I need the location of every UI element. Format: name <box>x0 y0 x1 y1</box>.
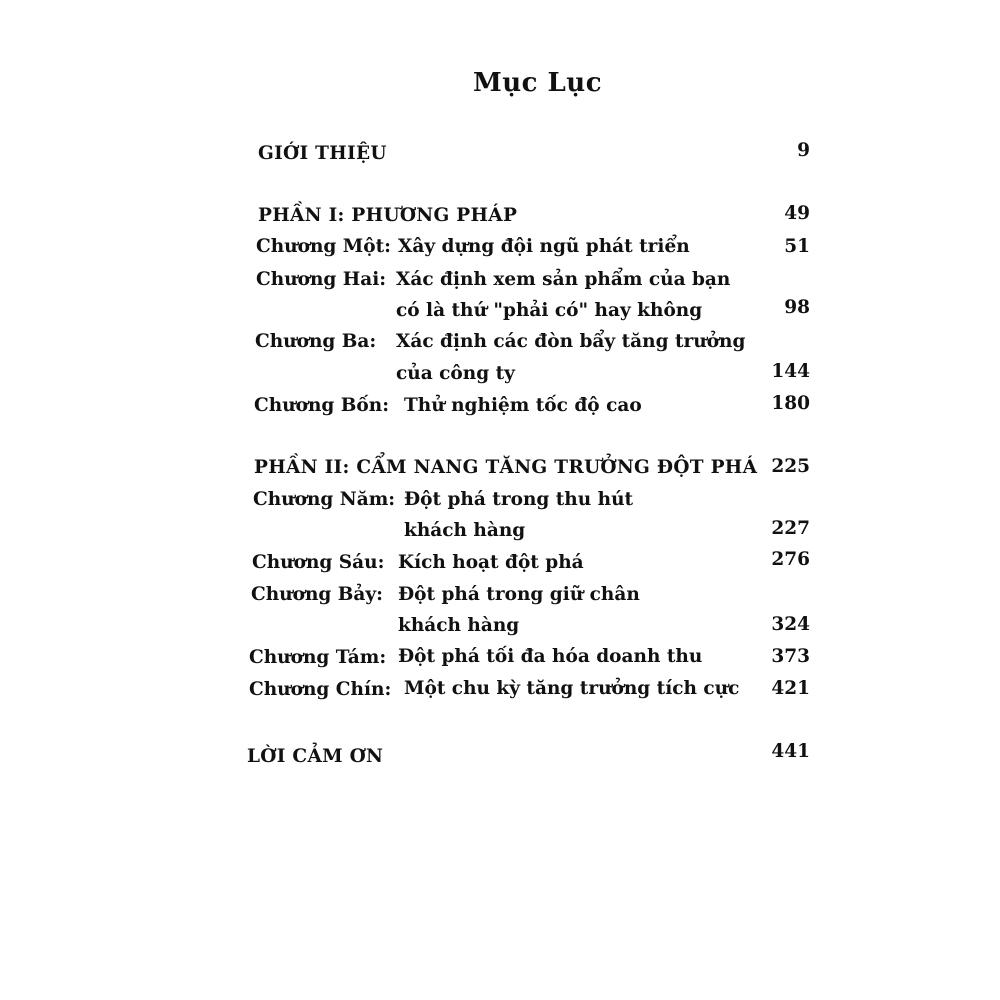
chapter-title: Một chu kỳ tăng trưởng tích cực <box>404 678 740 699</box>
entry-page: 98 <box>784 297 810 318</box>
chapter-title: Đột phá trong giữ chân <box>398 584 640 605</box>
chapter-prefix: Chương Hai: <box>256 269 387 290</box>
entry-label: PHẦN I: PHƯƠNG PHÁP <box>258 205 518 226</box>
entry-page: 180 <box>771 393 810 414</box>
entry-page: 227 <box>771 518 810 539</box>
chapter-title: Đột phá trong thu hút <box>404 489 634 510</box>
chapter-title-continued: có là thứ "phải có" hay không <box>396 300 703 321</box>
entry-label: PHẦN II: CẨM NANG TĂNG TRƯỞNG ĐỘT PHÁ <box>254 457 758 478</box>
entry-page: 324 <box>771 614 810 635</box>
entry-label: GIỚI THIỆU <box>258 143 387 164</box>
entry-page: 225 <box>771 456 810 477</box>
chapter-title: Xác định xem sản phẩm của bạn <box>396 269 731 290</box>
chapter-prefix: Chương Tám: <box>249 647 387 668</box>
chapter-prefix: Chương Chín: <box>249 679 392 700</box>
chapter-prefix: Chương Sáu: <box>252 552 385 573</box>
entry-page: 49 <box>784 203 810 224</box>
chapter-prefix: Chương Ba: <box>255 331 377 352</box>
page-title: Mục Lục <box>472 68 603 98</box>
chapter-prefix: Chương Năm: <box>253 489 396 510</box>
chapter-title-continued: khách hàng <box>398 615 520 636</box>
chapter-title: Xác định các đòn bẩy tăng trưởng <box>396 331 746 352</box>
chapter-prefix: Chương Một: <box>256 236 391 257</box>
chapter-title-continued: khách hàng <box>404 520 526 541</box>
entry-page: 276 <box>771 549 810 570</box>
chapter-title-continued: của công ty <box>396 363 515 384</box>
entry-page: 421 <box>771 678 810 699</box>
entry-page: 144 <box>771 361 810 382</box>
chapter-title: Đột phá tối đa hóa doanh thu <box>398 646 703 667</box>
entry-label: LỜI CẢM ƠN <box>247 746 384 767</box>
entry-page: 441 <box>771 741 810 762</box>
entry-page: 51 <box>784 236 810 257</box>
chapter-prefix: Chương Bốn: <box>254 395 390 416</box>
chapter-prefix: Chương Bảy: <box>251 584 383 605</box>
chapter-title: Xây dựng đội ngũ phát triển <box>398 236 690 257</box>
entry-page: 9 <box>797 140 810 161</box>
chapter-title: Thử nghiệm tốc độ cao <box>404 395 642 416</box>
entry-page: 373 <box>771 646 810 667</box>
chapter-title: Kích hoạt đột phá <box>398 552 584 573</box>
